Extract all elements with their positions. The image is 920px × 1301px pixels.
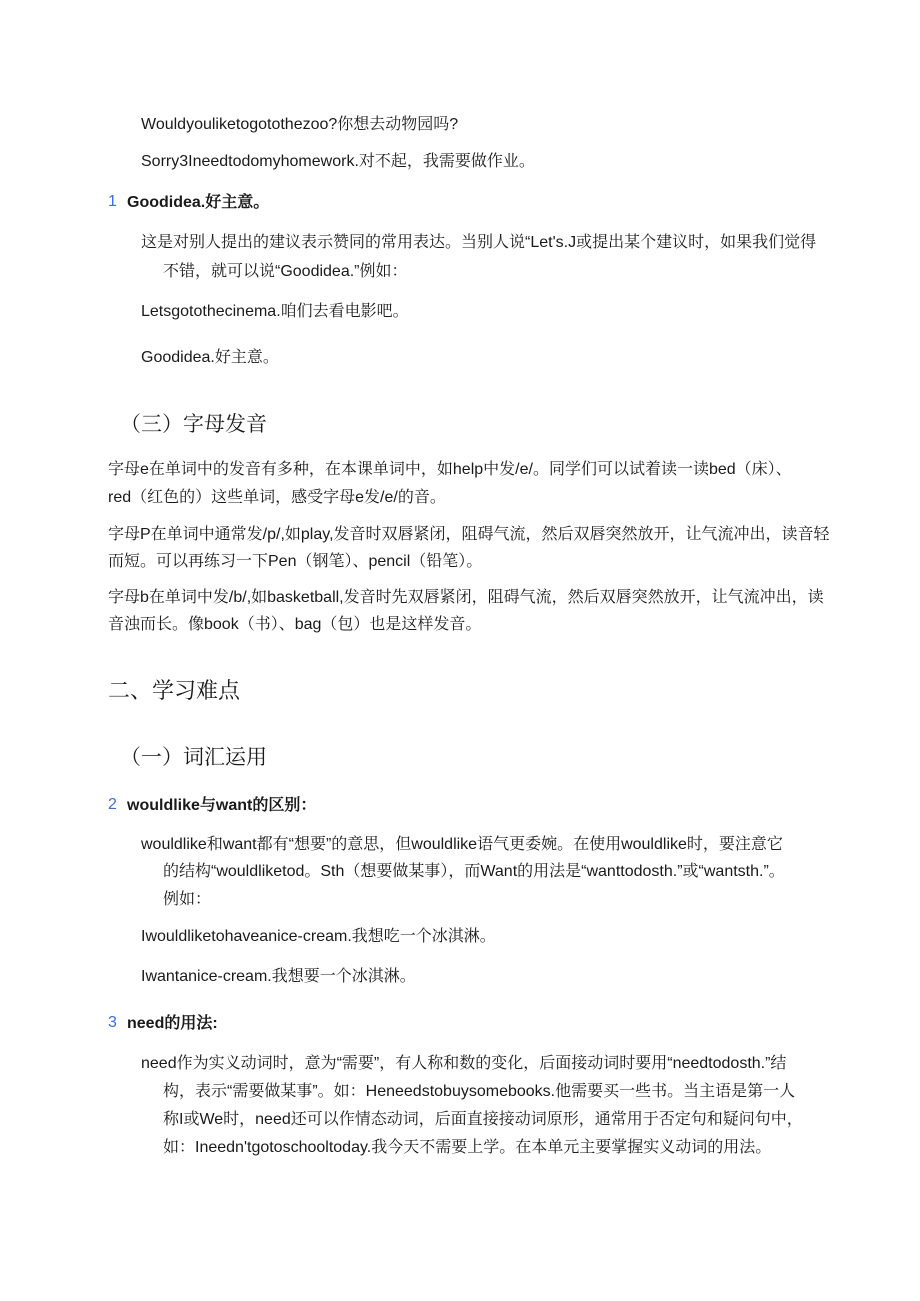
paragraph-line: 而短。可以再练习一下Pen（钢笔）、pencil（铅笔）。 [108, 553, 483, 570]
point-desc-line: 如：Ineedn'tgotoschooltoday.我今天不需要上学。在本单元主要掌握实义动词的用法。 [163, 1139, 772, 1156]
paragraph-line: red（红色的）这些单词，感受字母e发/e/的音。 [108, 489, 446, 506]
point-desc-line: 例如： [163, 891, 212, 908]
section-heading: （一）词汇运用 [120, 746, 267, 769]
intro-line-1: Wouldyouliketogotothezoo?你想去动物园吗? [141, 116, 459, 133]
part-heading: 二、学习难点 [108, 678, 241, 703]
point-desc-line: 的结构“wouldliketod。Sth（想要做某事），而Want的用法是“wanttodosth.”或“wantsth.”。 [163, 863, 785, 880]
paragraph-line: 音浊而长。像book（书）、bag（包）也是这样发音。 [108, 616, 482, 633]
paragraph-line: 字母b在单词中发/b/,如basketball,发音时先双唇紧闭，阻碍气流，然后双唇突然放开，让气流冲出，读 [108, 589, 824, 606]
point-desc-line: 不错，就可以说“Goodidea.”例如： [163, 263, 408, 280]
point-desc-line: 称I或We时，need还可以作情态动词，后面直接接动词原形，通常用于否定句和疑问句中， [163, 1111, 803, 1128]
point-desc-line: 构，表示“需要做某事”。如：Heneedstobuysomebooks.他需要买一些书。当主语是第一人 [163, 1083, 796, 1100]
intro-line-2: Sorry3Ineedtodomyhomework.对不起，我需要做作业。 [141, 153, 535, 170]
example-sentence: Letsgotothecinema.咱们去看电影吧。 [141, 303, 409, 320]
point-title: need的用法: [127, 1015, 218, 1032]
point-number: 1 [108, 193, 117, 210]
point-title: wouldlike与want的区别： [127, 797, 317, 814]
paragraph-line: 字母P在单词中通常发/p/,如play,发音时双唇紧闭，阻碍气流，然后双唇突然放开，让气流冲出，读音轻 [108, 526, 830, 543]
example-sentence: Goodidea.好主意。 [141, 349, 279, 366]
point-desc-line: wouldlike和want都有“想要”的意思，但wouldlike语气更委婉。在使用wouldlike时，要注意它 [141, 836, 783, 853]
point-desc-line: 这是对别人提出的建议表示赞同的常用表达。当别人说“Let's.J或提出某个建议时，如果我们觉得 [141, 234, 817, 251]
example-sentence: Iwouldliketohaveanice-cream.我想吃一个冰淇淋。 [141, 928, 496, 945]
example-sentence: Iwantanice-cream.我想要一个冰淇淋。 [141, 968, 416, 985]
paragraph-line: 字母e在单词中的发音有多种，在本课单词中，如help中发/e/。同学们可以试着读一读bed（床）、 [108, 461, 792, 478]
point-number: 2 [108, 796, 117, 813]
section-heading: （三）字母发音 [120, 413, 267, 436]
point-title: Goodidea.好主意。 [127, 194, 270, 211]
point-number: 3 [108, 1014, 117, 1031]
point-desc-line: need作为实义动词时，意为“需要”，有人称和数的变化，后面接动词时要用“needtodosth.”结 [141, 1055, 787, 1072]
